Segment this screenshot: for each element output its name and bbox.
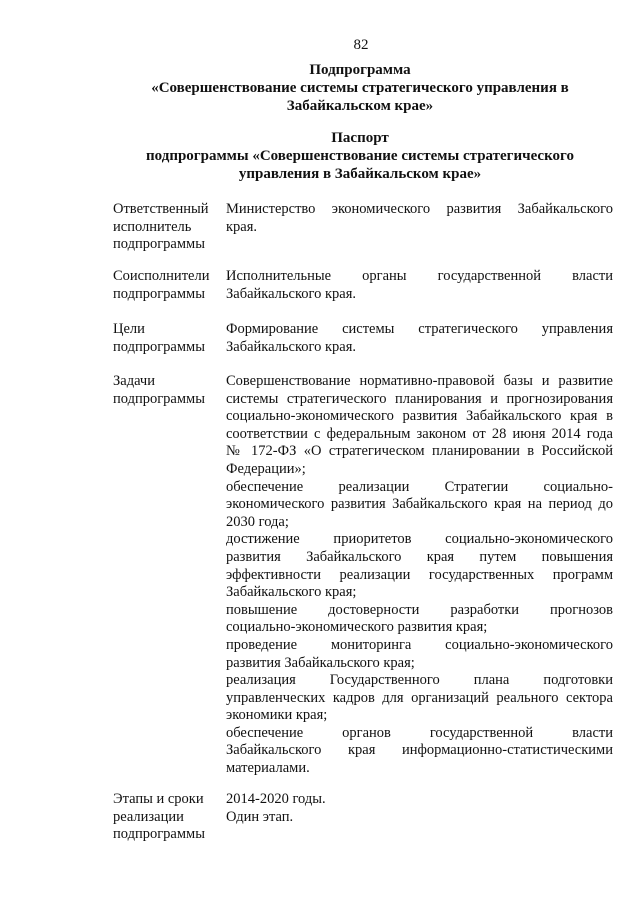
row-label bbox=[113, 791, 213, 844]
row-label-line: подпрограммы bbox=[113, 236, 205, 253]
row-content-line: Федерации»; bbox=[226, 460, 306, 477]
row-label-line: реализации bbox=[113, 808, 184, 825]
row-content-line: № 172-ФЗ «О стратегическом планировании в Российской bbox=[226, 443, 613, 460]
row-content-line: Совершенствование нормативно-правовой базы и развитие bbox=[226, 373, 613, 389]
row-content-line: 2014-2020 годы. bbox=[226, 791, 326, 807]
row-content-line: проведение мониторинга социально-экономического bbox=[226, 636, 613, 653]
subprogram-title bbox=[120, 61, 600, 115]
row-label-line: подпрограммы bbox=[113, 285, 205, 302]
row-content-line: Забайкальского края. bbox=[226, 285, 356, 302]
row-content-line: 2030 года; bbox=[226, 513, 289, 530]
row-content bbox=[226, 268, 613, 303]
row-label-line: подпрограммы bbox=[113, 826, 205, 843]
row-label-line: Этапы и сроки bbox=[113, 791, 204, 807]
passport-title-line-3: управления в Забайкальском крае» bbox=[238, 166, 482, 182]
row-label bbox=[113, 201, 213, 254]
subprogram-title-line-1: Подпрограмма bbox=[309, 62, 411, 78]
row-label-line: Цели bbox=[113, 321, 145, 337]
row-content-line: соответствии с федеральным законом от 28 июня 2014 года bbox=[226, 425, 613, 442]
row-content-line: экономического развития Забайкальского края на период до bbox=[226, 496, 613, 513]
subprogram-title-line-3: Забайкальском крае» bbox=[286, 98, 434, 114]
row-content bbox=[226, 201, 613, 236]
row-content bbox=[226, 791, 613, 826]
row-label-line: подпрограммы bbox=[113, 390, 205, 407]
row-label bbox=[113, 321, 213, 356]
row-label-line: Ответственный bbox=[113, 201, 209, 217]
row-content-line: развития Забайкальского края; bbox=[226, 654, 415, 671]
row-content bbox=[226, 321, 613, 356]
subprogram-title-line-2: «Совершенствование системы стратегического управления в bbox=[151, 80, 569, 96]
row-content-line: обеспечение реализации Стратегии социально- bbox=[226, 478, 613, 495]
row-content-line: Исполнительные органы государственной власти bbox=[226, 268, 613, 284]
row-label bbox=[113, 373, 213, 408]
row-content-line: Забайкальского края. bbox=[226, 338, 356, 355]
row-label-line: Задачи bbox=[113, 373, 155, 389]
row-content-line: Министерство экономического развития Забайкальского bbox=[226, 201, 613, 217]
row-content bbox=[226, 373, 613, 778]
row-label-line: Соисполнители bbox=[113, 268, 210, 284]
page-number: 82 bbox=[353, 37, 369, 53]
row-content-line: Забайкальского края; bbox=[226, 584, 357, 601]
passport-title-line-2: подпрограммы «Совершенствование системы стратегического bbox=[146, 148, 574, 164]
passport-title bbox=[120, 129, 600, 183]
row-label-line: подпрограммы bbox=[113, 338, 205, 355]
row-content-line: системы стратегического планирования и прогнозирования bbox=[226, 390, 613, 407]
row-content-line: социально-экономического развития края; bbox=[226, 619, 488, 636]
row-content-line: повышение достоверности разработки прогнозов bbox=[226, 601, 613, 618]
row-content-line: реализация Государственного плана подготовки bbox=[226, 672, 613, 689]
row-content-line: Один этап. bbox=[226, 808, 294, 825]
row-content-line: социально-экономического развития Забайкальского края в bbox=[226, 408, 613, 425]
row-content-line: эффективности реализации государственных программ bbox=[226, 566, 613, 583]
row-content-line: достижение приоритетов социально-экономического bbox=[226, 531, 613, 548]
row-content-line: экономики края; bbox=[226, 707, 328, 724]
row-label-line: исполнитель bbox=[113, 218, 192, 235]
row-label bbox=[113, 268, 213, 303]
row-content-line: материалами. bbox=[226, 760, 310, 777]
row-content-line: развития Забайкальского края путем повышения bbox=[226, 548, 613, 565]
passport-title-line-1: Паспорт bbox=[331, 130, 389, 146]
row-content-line: обеспечение органов государственной власти bbox=[226, 724, 613, 741]
row-content-line: края. bbox=[226, 218, 258, 235]
row-content-line: управленческих кадров для организаций реального сектора bbox=[226, 689, 613, 706]
row-content-line: Формирование системы стратегического управления bbox=[226, 321, 613, 337]
row-content-line: Забайкальского края информационно-статистическими bbox=[226, 742, 613, 759]
